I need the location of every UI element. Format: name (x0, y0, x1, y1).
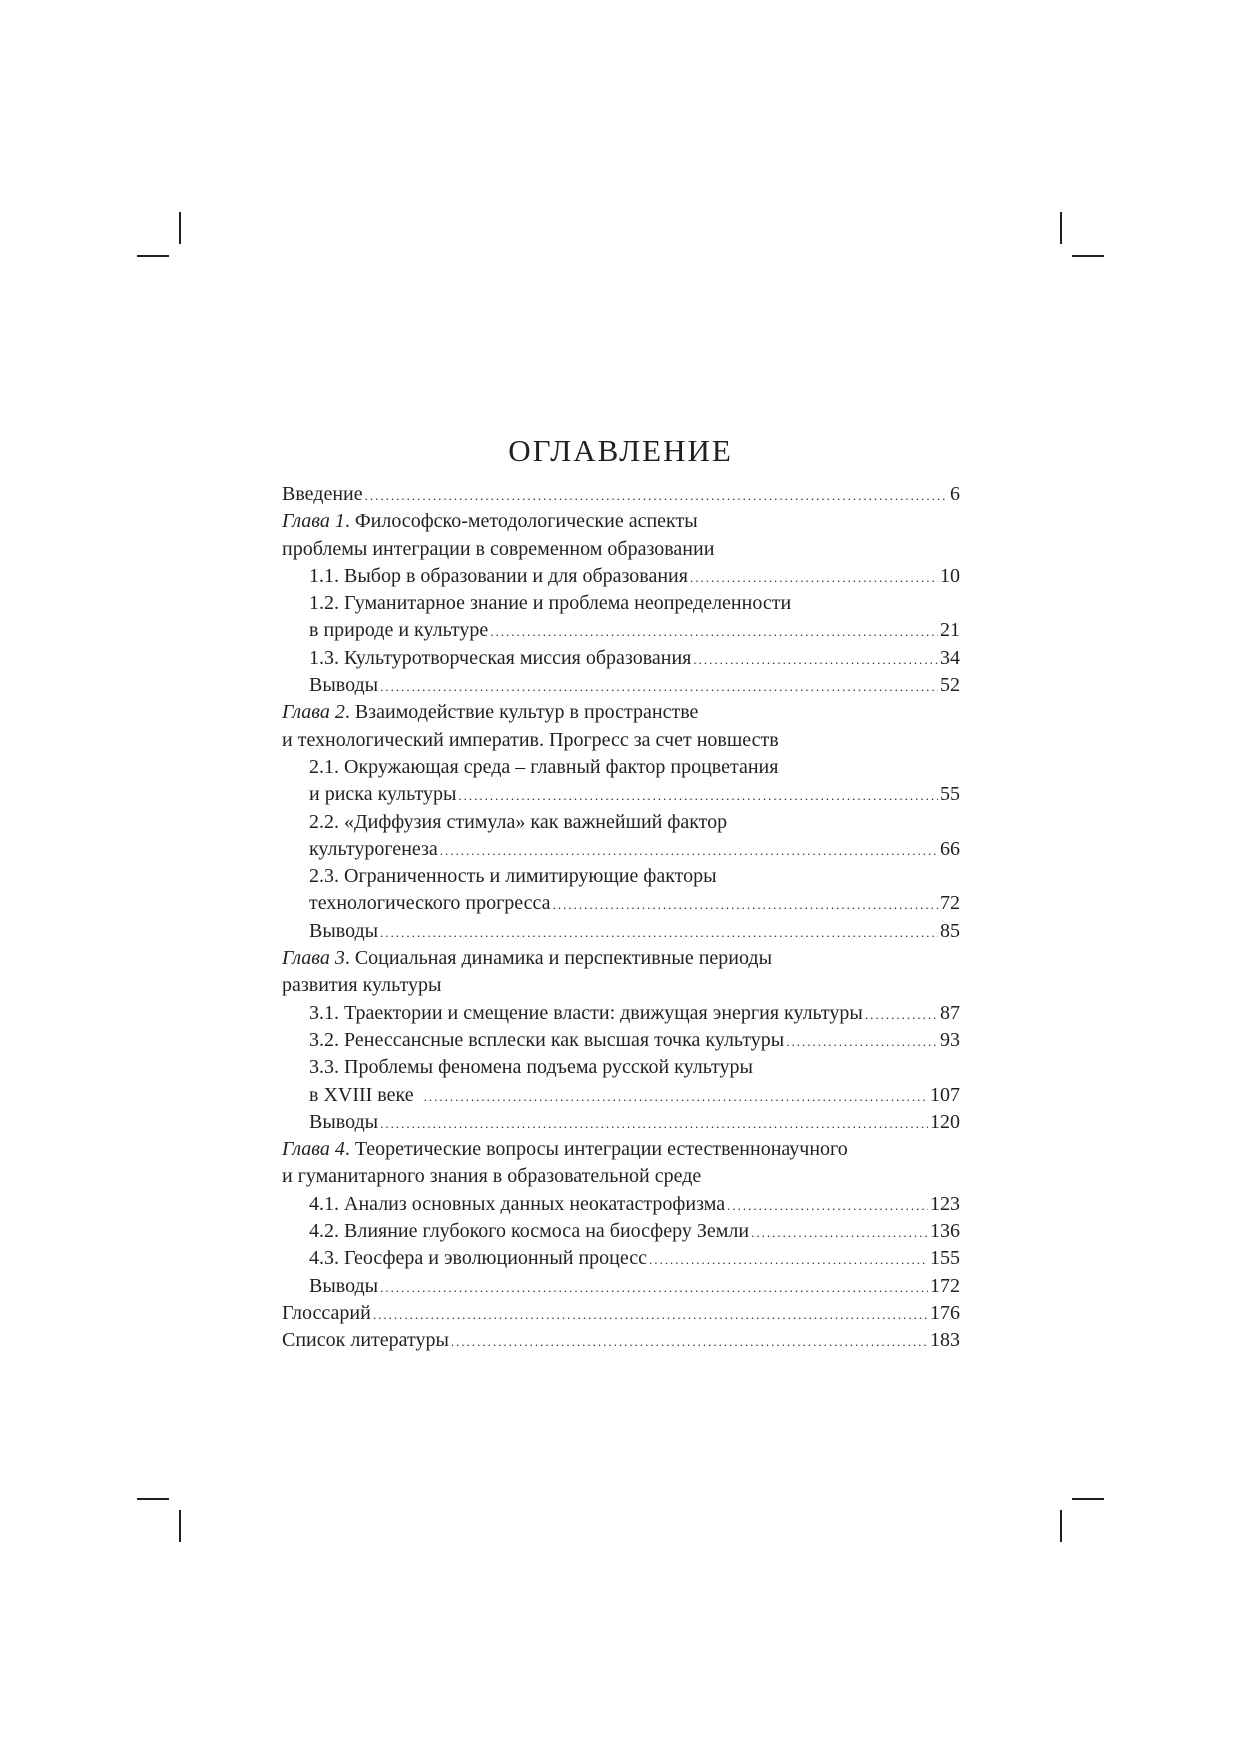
toc-entry[interactable] (282, 1027, 960, 1054)
toc-page-number: 55 (940, 783, 960, 806)
toc-entry-label: Глоссарий (282, 1301, 371, 1324)
toc-page-number: 87 (940, 1001, 960, 1024)
toc-page-number: 52 (940, 674, 960, 697)
toc-entry-line[interactable] (282, 863, 960, 890)
chapter-prefix: Глава 2 (282, 701, 345, 724)
toc-entry-label: 3.3. Проблемы феномена подъема русской культуры (309, 1056, 753, 1079)
toc-chapter-heading-line (282, 1163, 960, 1190)
toc-page-number: 93 (940, 1028, 960, 1051)
toc-entry-label: . Взаимодействие культур в пространстве (344, 701, 699, 724)
toc-entry[interactable] (282, 1191, 960, 1218)
toc-entry-label: 3.1. Траектории и смещение власти: движущая энергия культуры (309, 1001, 863, 1024)
dot-leader (373, 1301, 928, 1328)
page-title: ОГЛАВЛЕНИЕ (508, 432, 733, 468)
dot-leader (490, 618, 938, 645)
toc-entry[interactable] (282, 918, 960, 945)
toc-entry[interactable] (282, 836, 960, 863)
toc-entry-label: технологического прогресса (309, 892, 551, 915)
toc-entry-line[interactable] (282, 1054, 960, 1081)
toc-entry-line[interactable] (282, 809, 960, 836)
toc-chapter-heading[interactable] (282, 699, 960, 726)
toc-entry-label: 4.1. Анализ основных данных неокатастрофизма (309, 1192, 726, 1215)
toc-page-number: 136 (930, 1220, 960, 1243)
toc-page-number: 66 (940, 837, 960, 860)
chapter-prefix: Глава 3 (282, 947, 345, 970)
toc-chapter-heading-line (282, 972, 960, 999)
crop-mark (1060, 1510, 1062, 1542)
toc-entry[interactable] (282, 1300, 960, 1327)
toc-entry-label: 1.3. Культуротворческая миссия образования (309, 646, 692, 669)
toc-entry-line[interactable] (282, 590, 960, 617)
dot-leader (751, 1219, 928, 1246)
toc-entry-label: проблемы интеграции в современном образовании (282, 537, 715, 560)
toc-chapter-heading[interactable] (282, 1136, 960, 1163)
toc-page-number: 172 (930, 1274, 960, 1297)
toc-entry-label: 4.2. Влияние глубокого космоса на биосферу Земли (309, 1220, 750, 1243)
toc-entry-label: и технологический императив. Прогресс за счет новшеств (282, 728, 779, 751)
toc-page-number: 72 (940, 892, 960, 915)
toc-entry-label: и риска культуры (309, 783, 457, 806)
toc-page-number: 10 (940, 564, 960, 587)
toc-entry[interactable] (282, 645, 960, 672)
toc-entry[interactable] (282, 1273, 960, 1300)
dot-leader (865, 1001, 938, 1028)
chapter-prefix: Глава 4 (282, 1138, 345, 1161)
dot-leader (440, 837, 938, 864)
toc-entry-label: Введение (282, 483, 363, 505)
crop-mark (1060, 212, 1062, 244)
toc-entry-label: и гуманитарного знания в образовательной среде (282, 1165, 702, 1188)
toc-chapter-heading[interactable] (282, 945, 960, 972)
toc-entry-label: в природе и культуре (309, 619, 489, 642)
dot-leader (380, 919, 938, 946)
crop-mark (1072, 255, 1104, 257)
toc-entry-line[interactable] (282, 754, 960, 781)
toc-entry[interactable] (282, 890, 960, 917)
crop-mark (179, 212, 181, 244)
toc-page-number: 155 (930, 1247, 960, 1270)
chapter-prefix: Глава 1 (282, 510, 345, 533)
toc-page-number: 120 (930, 1110, 960, 1133)
toc-page-number: 176 (930, 1301, 960, 1324)
toc-entry-label: 2.1. Окружающая среда – главный фактор процветания (309, 755, 779, 778)
toc-page-number: 85 (940, 919, 960, 942)
toc-page-number: 34 (940, 646, 960, 669)
dot-leader (693, 646, 938, 673)
dot-leader (380, 673, 938, 700)
toc-entry[interactable] (282, 672, 960, 699)
toc-chapter-heading[interactable] (282, 508, 960, 535)
dot-leader (727, 1192, 928, 1219)
toc-entry[interactable] (282, 781, 960, 808)
toc-entry[interactable] (282, 617, 960, 644)
crop-mark (137, 255, 169, 257)
toc-entry[interactable] (282, 1218, 960, 1245)
dot-leader (458, 782, 938, 809)
toc-page-number: 21 (940, 619, 960, 642)
dot-leader (649, 1246, 928, 1273)
dot-leader (424, 1083, 928, 1110)
toc-entry-label: 1.1. Выбор в образовании и для образования (309, 564, 688, 587)
toc-page-number: 183 (930, 1329, 960, 1352)
dot-leader (380, 1110, 928, 1137)
toc-entry-label: 1.2. Гуманитарное знание и проблема неопределенности (309, 592, 792, 615)
toc-entry-label: Выводы (309, 674, 379, 697)
toc-entry-label: . Теоретические вопросы интеграции естественнонаучного (344, 1138, 848, 1161)
toc-entry[interactable] (282, 481, 960, 508)
crop-mark (179, 1510, 181, 1542)
toc-entry[interactable] (282, 563, 960, 590)
toc-entry-label: в XVIII веке (309, 1083, 414, 1106)
crop-mark (1072, 1498, 1104, 1500)
toc-entry-label: Список литературы (282, 1329, 449, 1352)
toc-chapter-heading-line (282, 536, 960, 563)
table-of-contents (282, 481, 960, 1355)
toc-entry[interactable] (282, 1109, 960, 1136)
dot-leader (786, 1028, 938, 1055)
toc-entry[interactable] (282, 1082, 960, 1109)
toc-entry-label: 4.3. Геосфера и эволюционный процесс (309, 1247, 647, 1270)
toc-page-number: 107 (930, 1083, 960, 1106)
toc-entry-label: 3.2. Ренессансные всплески как высшая точка культуры (309, 1028, 785, 1051)
dot-leader (380, 1274, 928, 1301)
toc-entry-label: Выводы (309, 919, 379, 942)
toc-entry[interactable] (282, 1245, 960, 1272)
toc-entry-label: Выводы (309, 1274, 379, 1297)
toc-entry-label: Выводы (309, 1110, 379, 1133)
dot-leader (553, 891, 938, 918)
toc-entry-label: развития культуры (282, 974, 442, 997)
toc-entry-label: культурогенеза (309, 837, 438, 860)
dot-leader (365, 482, 948, 509)
dot-leader (451, 1328, 928, 1355)
toc-page-number: 123 (930, 1192, 960, 1215)
toc-entry[interactable] (282, 1000, 960, 1027)
toc-entry-label: . Социальная динамика и перспективные периоды (344, 947, 773, 970)
crop-mark (137, 1498, 169, 1500)
toc-chapter-heading-line (282, 727, 960, 754)
toc-entry-label: . Философско-методологические аспекты (344, 510, 698, 533)
toc-entry-label: 2.3. Ограниченность и лимитирующие факторы (309, 865, 717, 888)
toc-entry-label: 2.2. «Диффузия стимула» как важнейший фактор (309, 810, 728, 833)
toc-entry[interactable] (282, 1327, 960, 1354)
dot-leader (690, 564, 938, 591)
toc-page-number: 6 (950, 483, 960, 505)
